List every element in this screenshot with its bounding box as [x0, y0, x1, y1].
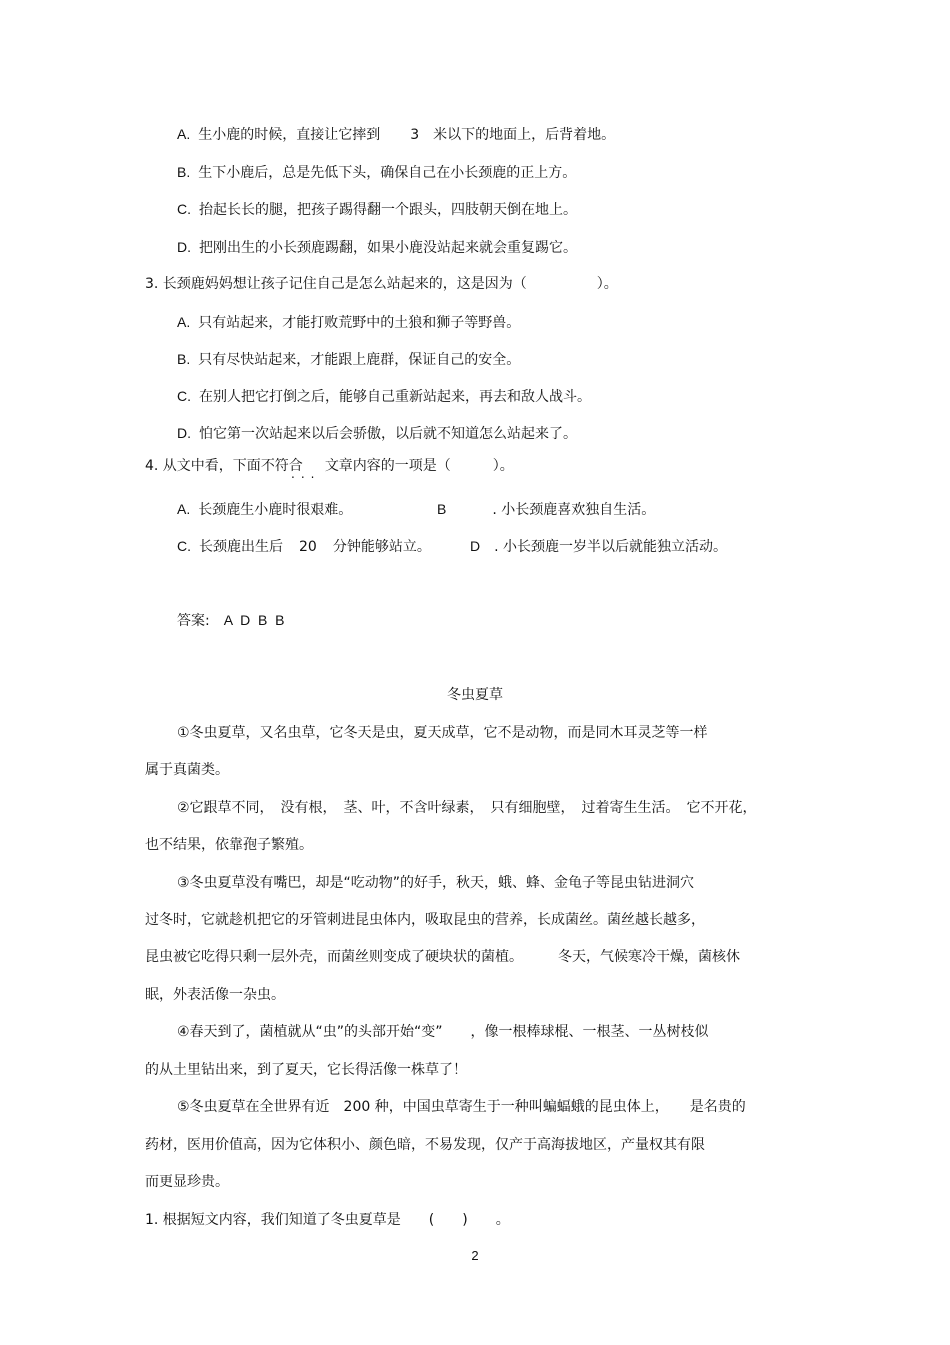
q4-stem-start: 4. 从文中看，下面 — [145, 458, 261, 474]
option-text: 生小鹿的时候，直接让它摔到 — [198, 127, 381, 143]
option-label: D. — [177, 239, 191, 255]
q4-option-b — [437, 499, 655, 520]
option-label: C. — [177, 538, 191, 554]
option-text: 长颈鹿生小鹿时很艰难。 — [198, 502, 353, 518]
option-label: C. — [177, 388, 191, 404]
q3-stem: 3. 长颈鹿妈妈想让孩子记住自己是怎么站起来的，这是因为（ ）。 — [145, 276, 618, 292]
q2-option-c — [177, 199, 577, 220]
passage-title: 冬虫夏草 — [447, 687, 503, 703]
passage-line: 过冬时，它就趁机把它的牙管刺进昆虫体内，吸取昆虫的营养，长成菌丝。菌丝越长越多， — [145, 912, 705, 928]
q2-option-a — [177, 124, 615, 145]
q4-option-c — [177, 536, 431, 557]
option-label: B. — [177, 351, 191, 367]
option-text: 在别人把它打倒之后，能够自己重新站起来，再去和敌人战斗。 — [199, 389, 591, 405]
answer-label: 答案: — [177, 613, 210, 629]
q4-options-row-1 — [177, 499, 352, 520]
passage-line: 属于真菌类。 — [145, 762, 229, 778]
option-label: A. — [177, 126, 191, 142]
answer-line — [177, 610, 284, 631]
q3-option-d — [177, 423, 577, 444]
option-label: C. — [177, 201, 191, 217]
option-text: 分钟能够站立。 — [332, 539, 431, 555]
answer-value: A D B B — [223, 612, 285, 628]
q4-stem-end: 文章内容的一项是（ ）。 — [324, 458, 514, 474]
q4-stem — [145, 456, 514, 476]
option-text: 抬起长长的腿，把孩子踢得翻一个跟头，四肢朝天倒在地上。 — [199, 202, 577, 218]
passage-line: 昆虫被它吃得只剩一层外壳，而菌丝则变成了硬块状的菌植。 冬天，气候寒冷干燥，菌核休 — [145, 949, 740, 965]
option-text: 只有尽快站起来，才能跟上鹿群，保证自己的安全。 — [198, 352, 521, 368]
passage-line: ①冬虫夏草，又名虫草，它冬天是虫，夏天成草，它不是动物，而是同木耳灵芝等一样 — [177, 725, 708, 741]
q3-option-c — [177, 386, 591, 407]
option-text: 怕它第一次站起来以后会骄傲，以后就不知道怎么站起来了。 — [199, 426, 577, 442]
passage-line: 也不结果，依靠孢子繁殖。 — [145, 837, 313, 853]
q3-option-a — [177, 312, 520, 333]
passage-line: ③冬虫夏草没有嘴巴，却是“吃动物”的好手，秋天，蛾、蜂、金龟子等昆虫钻进洞穴 — [177, 875, 695, 891]
option-text: 米以下的地面上，后背着地。 — [433, 127, 616, 143]
q1-stem: 1. 根据短文内容，我们知道了冬虫夏草是 ( ) 。 — [145, 1212, 510, 1228]
q4-emphasis: 不符合 — [260, 458, 303, 474]
passage-line: ②它跟草不同， 没有根， 茎、叶，不含叶绿素， 只有细胞壁， 过着寄生生活。 它不开花， — [177, 800, 757, 816]
option-text: 只有站起来，才能打败荒野中的土狼和狮子等野兽。 — [198, 315, 521, 331]
option-text: 把刚出生的小长颈鹿踢翻，如果小鹿没站起来就会重复踢它。 — [199, 240, 577, 256]
passage-line: ④春天到了，菌植就从“虫”的头部开始“变” ，像一根棒球棍、一根茎、一丛树枝似 — [177, 1024, 709, 1040]
q3-option-b — [177, 349, 520, 370]
passage-line: 眠，外表活像一杂虫。 — [145, 987, 285, 1003]
passage-line: 药材，医用价值高，因为它体积小、颜色暗，不易发现，仅产于高海拔地区，产量权其有限 — [145, 1137, 705, 1153]
option-text: 长颈鹿出生后 — [199, 539, 283, 555]
option-label: D — [470, 538, 481, 554]
option-text: . 小长颈鹿喜欢独自生活。 — [492, 502, 656, 518]
option-label: D. — [177, 425, 191, 441]
passage-line: 的从土里钻出来，到了夏天，它长得活像一株草了！ — [145, 1062, 467, 1078]
q2-option-d — [177, 237, 577, 258]
option-label: B. — [177, 164, 191, 180]
passage-line: ⑤冬虫夏草在全世界有近 200 种，中国虫草寄生于一种叫蝙蝠蛾的昆虫体上， 是名贵的 — [177, 1099, 746, 1115]
option-text: . 小长颈鹿一岁半以后就能独立活动。 — [494, 539, 728, 555]
page-number: 2 — [471, 1248, 479, 1263]
option-number: 3 — [410, 127, 420, 143]
option-number: 20 — [299, 539, 317, 555]
passage-line: 而更显珍贵。 — [145, 1174, 229, 1190]
q2-option-b — [177, 162, 576, 183]
emphasis-dots: ... — [291, 467, 321, 481]
option-label: B — [437, 501, 447, 517]
option-label: A. — [177, 314, 191, 330]
option-label: A. — [177, 501, 191, 517]
q4-option-d — [470, 536, 727, 557]
option-text: 生下小鹿后，总是先低下头，确保自己在小长颈鹿的正上方。 — [198, 165, 577, 181]
